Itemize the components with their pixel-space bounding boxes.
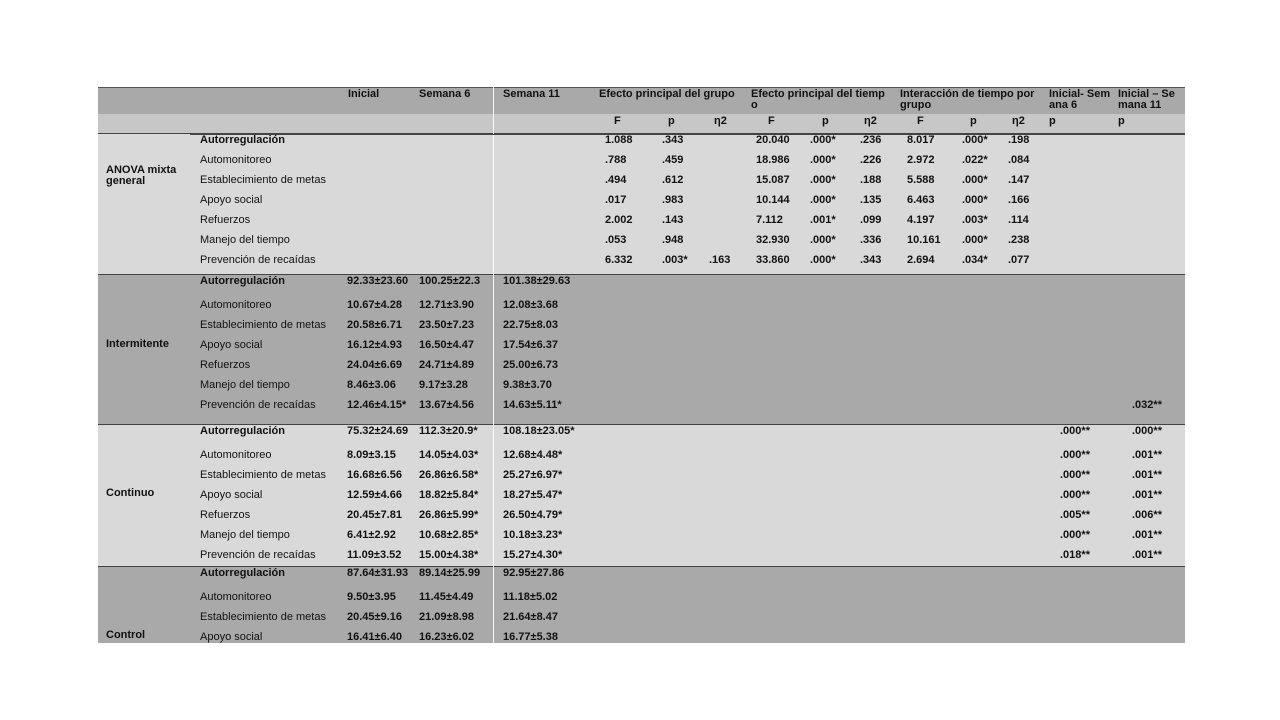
cell-p-semana11: .006** (1132, 509, 1162, 521)
cell-group-p: .612 (662, 174, 684, 186)
results-table (98, 87, 1185, 643)
cell-semana11: 12.08±3.68 (503, 299, 558, 311)
cell-inicial: 6.41±2.92 (347, 529, 396, 541)
subheader-p11: p (1118, 115, 1125, 127)
cell-inicial: 12.59±4.66 (347, 489, 402, 501)
cell-inicial: 20.45±9.16 (347, 611, 402, 623)
header-interaccion: Interacción de tiempo por grupo (900, 88, 1035, 111)
cell-semana6: 112.3±20.9* (419, 425, 478, 437)
cell-interaction-eta: .114 (1008, 214, 1029, 226)
cell-time-eta: .135 (860, 194, 882, 206)
cell-inicial: 92.33±23.60 (347, 275, 409, 287)
cell-p-semana6: .000** (1060, 489, 1090, 501)
row-label: Apoyo social (200, 339, 263, 351)
cell-interaction-eta: .198 (1008, 134, 1030, 146)
header-inicial-semana6: Inicial- Semana 6 (1049, 88, 1111, 111)
cell-inicial: 9.50±3.95 (347, 591, 396, 603)
row-label: Refuerzos (200, 214, 251, 226)
subheader-interaccion-f: F (917, 115, 924, 127)
cell-inicial: 10.67±4.28 (347, 299, 402, 311)
cell-semana11: 12.68±4.48* (503, 449, 563, 461)
cell-p-semana11: .000** (1132, 425, 1162, 437)
cell-p-semana6: .018** (1060, 549, 1090, 561)
row-label: Establecimiento de metas (200, 319, 326, 331)
cell-interaction-f: 8.017 (907, 134, 935, 146)
cell-inicial: 16.68±6.56 (347, 469, 402, 481)
cell-group-p: .143 (662, 214, 684, 226)
cell-semana6: 16.23±6.02 (419, 631, 474, 643)
cell-group-p: .343 (662, 134, 684, 146)
row-label: Autorregulación (200, 425, 285, 437)
cell-semana11: 108.18±23.05* (503, 425, 575, 437)
cell-inicial: 8.09±3.15 (347, 449, 396, 461)
cell-interaction-eta: .166 (1008, 194, 1030, 206)
subheader-interaccion-eta: η2 (1012, 115, 1025, 127)
subheader-grupo-eta: η2 (714, 115, 727, 127)
cell-interaction-p: .000* (962, 194, 988, 206)
column-divider (493, 87, 494, 643)
cell-semana6: 89.14±25.99 (419, 567, 481, 579)
cell-semana11: 9.38±3.70 (503, 379, 552, 391)
subheader-grupo-f: F (614, 115, 621, 127)
cell-interaction-eta: .084 (1008, 154, 1030, 166)
cell-p-semana6: .005** (1060, 509, 1090, 521)
cell-semana6: 9.17±3.28 (419, 379, 468, 391)
cell-group-p: .948 (662, 234, 684, 246)
cell-semana11: 17.54±6.37 (503, 339, 558, 351)
cell-time-p: .000* (810, 174, 836, 186)
cell-inicial: 8.46±3.06 (347, 379, 396, 391)
cell-semana11: 92.95±27.86 (503, 567, 565, 579)
cell-time-p: .000* (810, 234, 836, 246)
header-semana11: Semana 11 (503, 88, 560, 100)
cell-interaction-f: 4.197 (907, 214, 935, 226)
cell-interaction-f: 2.972 (907, 154, 935, 166)
cell-time-p: .000* (810, 134, 836, 146)
cell-group-p: .459 (662, 154, 684, 166)
section-label-continuo: Continuo (106, 487, 155, 499)
cell-interaction-eta: .147 (1008, 174, 1030, 186)
subheader-interaccion-p: p (970, 115, 977, 127)
cell-p-semana11: .001** (1132, 549, 1162, 561)
cell-time-f: 33.860 (756, 254, 790, 266)
cell-time-eta: .226 (860, 154, 882, 166)
subheader-p6: p (1049, 115, 1056, 127)
cell-semana11: 10.18±3.23* (503, 529, 563, 541)
cell-semana6: 10.68±2.85* (419, 529, 479, 541)
cell-inicial: 16.41±6.40 (347, 631, 402, 643)
row-label: Establecimiento de metas (200, 469, 326, 481)
subheader-tiempo-eta: η2 (864, 115, 877, 127)
cell-semana11: 25.27±6.97* (503, 469, 563, 481)
cell-time-eta: .343 (860, 254, 882, 266)
cell-semana6: 15.00±4.38* (419, 549, 479, 561)
cell-semana11: 25.00±6.73 (503, 359, 558, 371)
cell-semana11: 11.18±5.02 (503, 591, 558, 603)
row-label: Apoyo social (200, 489, 263, 501)
row-label: Establecimiento de metas (200, 174, 326, 186)
cell-semana11: 14.63±5.11* (503, 399, 562, 411)
row-label: Manejo del tiempo (200, 529, 290, 541)
row-label: Autorregulación (200, 134, 285, 146)
header-inicial-semana11: Inicial – Semana 11 (1118, 88, 1175, 111)
cell-inicial: 12.46±4.15* (347, 399, 407, 411)
cell-time-f: 32.930 (756, 234, 790, 246)
cell-time-p: .000* (810, 194, 836, 206)
cell-time-f: 20.040 (756, 134, 790, 146)
cell-group-f: 2.002 (605, 214, 633, 226)
row-label: Prevención de recaídas (200, 399, 316, 411)
row-label: Automonitoreo (200, 449, 272, 461)
cell-time-f: 7.112 (756, 214, 783, 226)
row-label: Refuerzos (200, 359, 251, 371)
cell-group-p: .983 (662, 194, 684, 206)
cell-semana6: 16.50±4.47 (419, 339, 474, 351)
cell-group-f: 1.088 (605, 134, 633, 146)
cell-interaction-p: .000* (962, 174, 988, 186)
row-label: Automonitoreo (200, 299, 272, 311)
cell-time-eta: .188 (860, 174, 882, 186)
row-label: Automonitoreo (200, 154, 272, 166)
cell-inicial: 20.58±6.71 (347, 319, 402, 331)
subheader-grupo-p: p (668, 115, 675, 127)
section-label-anova: ANOVA mixta general (106, 164, 177, 187)
cell-semana11: 22.75±8.03 (503, 319, 558, 331)
cell-group-eta: .163 (709, 254, 731, 266)
cell-interaction-f: 5.588 (907, 174, 935, 186)
cell-inicial: 24.04±6.69 (347, 359, 402, 371)
cell-semana6: 14.05±4.03* (419, 449, 479, 461)
row-label: Prevención de recaídas (200, 549, 316, 561)
cell-semana6: 12.71±3.90 (419, 299, 474, 311)
row-label: Manejo del tiempo (200, 379, 290, 391)
cell-interaction-p: .003* (962, 214, 988, 226)
cell-interaction-f: 6.463 (907, 194, 935, 206)
header-inicial: Inicial (348, 88, 380, 100)
cell-semana6: 11.45±4.49 (419, 591, 474, 603)
cell-group-f: .053 (605, 234, 627, 246)
cell-semana6: 100.25±22.3 (419, 275, 481, 287)
cell-interaction-p: .000* (962, 134, 988, 146)
subheader-tiempo-f: F (768, 115, 775, 127)
row-label: Prevención de recaídas (200, 254, 316, 266)
cell-p-semana11: .032** (1132, 399, 1162, 411)
cell-semana11: 15.27±4.30* (503, 549, 563, 561)
cell-time-f: 15.087 (756, 174, 790, 186)
row-label: Refuerzos (200, 509, 251, 521)
cell-inicial: 87.64±31.93 (347, 567, 409, 579)
cell-p-semana6: .000** (1060, 469, 1090, 481)
header-efecto-tiempo: Efecto principal del tiempo (751, 88, 885, 111)
header-efecto-grupo: Efecto principal del grupo (599, 88, 735, 100)
cell-p-semana11: .001** (1132, 469, 1162, 481)
row-label: Apoyo social (200, 631, 263, 643)
cell-semana11: 18.27±5.47* (503, 489, 563, 501)
cell-semana6: 18.82±5.84* (419, 489, 479, 501)
cell-p-semana6: .000** (1060, 449, 1090, 461)
cell-group-f: .494 (605, 174, 627, 186)
row-label: Autorregulación (200, 567, 285, 579)
cell-interaction-p: .000* (962, 234, 988, 246)
cell-time-eta: .236 (860, 134, 882, 146)
cell-p-semana11: .001** (1132, 449, 1162, 461)
cell-time-f: 18.986 (756, 154, 790, 166)
cell-semana6: 13.67±4.56 (419, 399, 474, 411)
cell-time-f: 10.144 (756, 194, 790, 206)
row-label: Establecimiento de metas (200, 611, 326, 623)
cell-semana11: 16.77±5.38 (503, 631, 558, 643)
cell-p-semana6: .000** (1060, 425, 1090, 437)
cell-group-p: .003* (662, 254, 688, 266)
cell-semana6: 24.71±4.89 (419, 359, 474, 371)
cell-time-eta: .336 (860, 234, 882, 246)
cell-interaction-p: .034* (962, 254, 988, 266)
cell-interaction-f: 2.694 (907, 254, 935, 266)
cell-inicial: 75.32±24.69 (347, 425, 409, 437)
cell-semana6: 26.86±6.58* (419, 469, 479, 481)
cell-interaction-eta: .238 (1008, 234, 1030, 246)
cell-inicial: 20.45±7.81 (347, 509, 402, 521)
cell-semana11: 26.50±4.79* (503, 509, 563, 521)
row-label: Autorregulación (200, 275, 285, 287)
row-label: Automonitoreo (200, 591, 272, 603)
row-label: Apoyo social (200, 194, 263, 206)
row-rule (190, 134, 1185, 135)
cell-time-p: .001* (810, 214, 836, 226)
cell-group-f: 6.332 (605, 254, 633, 266)
cell-group-f: .017 (605, 194, 627, 206)
subheader-tiempo-p: p (822, 115, 829, 127)
cell-interaction-p: .022* (962, 154, 988, 166)
cell-p-semana11: .001** (1132, 529, 1162, 541)
cell-p-semana11: .001** (1132, 489, 1162, 501)
cell-time-p: .000* (810, 254, 836, 266)
cell-interaction-f: 10.161 (907, 234, 941, 246)
cell-inicial: 11.09±3.52 (347, 549, 402, 561)
cell-inicial: 16.12±4.93 (347, 339, 402, 351)
cell-group-f: .788 (605, 154, 627, 166)
cell-semana11: 101.38±29.63 (503, 275, 571, 287)
section-label-control: Control (106, 629, 146, 641)
cell-interaction-eta: .077 (1008, 254, 1030, 266)
cell-time-p: .000* (810, 154, 836, 166)
header-semana6: Semana 6 (419, 88, 471, 100)
section-label-intermitente: Intermitente (106, 338, 169, 350)
cell-p-semana6: .000** (1060, 529, 1090, 541)
row-label: Manejo del tiempo (200, 234, 290, 246)
cell-semana6: 23.50±7.23 (419, 319, 474, 331)
cell-time-eta: .099 (860, 214, 882, 226)
cell-semana6: 26.86±5.99* (419, 509, 479, 521)
cell-semana6: 21.09±8.98 (419, 611, 474, 623)
cell-semana11: 21.64±8.47 (503, 611, 558, 623)
